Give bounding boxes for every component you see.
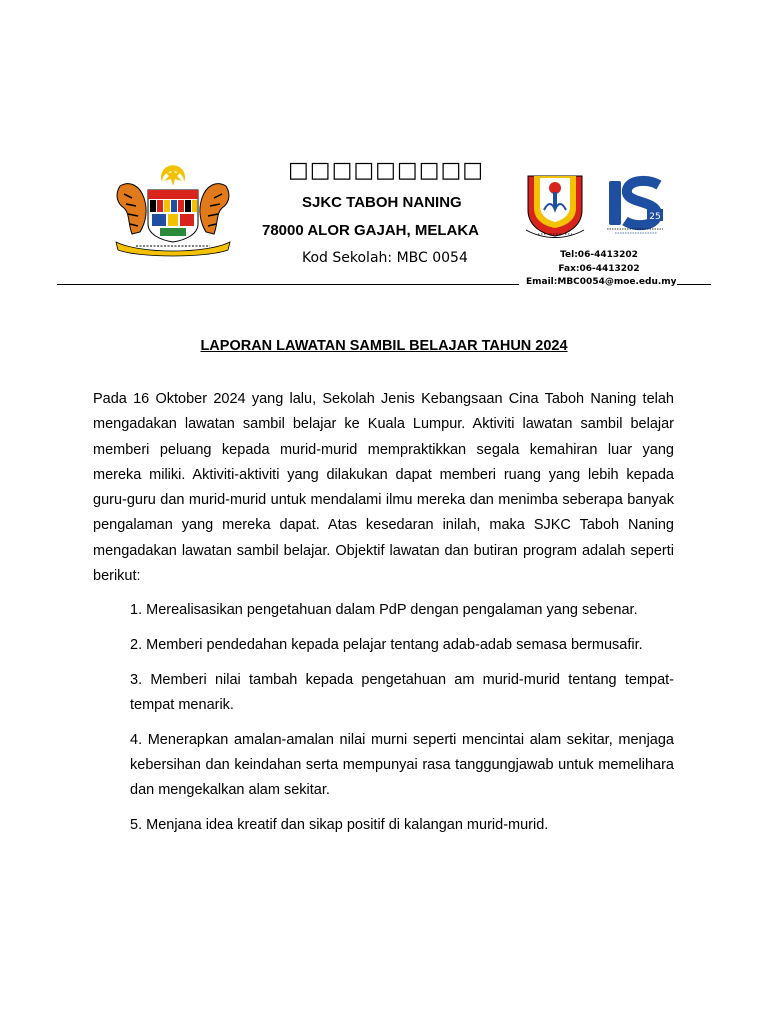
letterhead-divider [57,284,519,285]
letterhead [0,0,768,300]
anniversary-number: 25 [649,212,661,222]
objective-item: 3. Memberi nilai tambah kepada pengetahuan am murid-murid tentang tempat-tempat menarik. [130,671,674,713]
objective-item: 5. Menjana idea kreatif dan sikap positif di kalangan murid-murid. [130,817,549,834]
contact-fax: Fax:06-4413202 [558,263,640,274]
letterhead-divider-right [677,284,711,285]
anniversary-logo [605,175,665,237]
objective-item: 4. Menerapkan amalan-amalan nilai murni seperti mencintai alam sekitar, menjaga kebersihan dan keindahan serta mempunyai rasa tanggungjawab untuk memelihara dan mengekalkan alam sekitar. [130,731,674,799]
objectives-list [130,598,674,848]
objective-item: 1. Merealisasikan pengetahuan dalam PdP dengan pengalaman yang sebenar. [130,602,638,618]
report-title: LAPORAN LAWATAN SAMBIL BELAJAR TAHUN 2024 [200,338,568,354]
school-name-chinese: □□□□□□□□□ [288,158,485,183]
contact-tel: Tel:06-4413202 [560,250,638,260]
coat-of-arms-logo [110,164,236,258]
contact-email: Email:MBC0054@moe.edu.my [526,277,677,287]
school-address: 78000 ALOR GAJAH, MELAKA [262,222,479,239]
intro-paragraph: Pada 16 Oktober 2024 yang lalu, Sekolah Jenis Kebangsaan Cina Taboh Naning telah mengadakan lawatan sambil belajar ke Kuala Lumpur. Aktiviti lawatan sambil belajar memberi peluang kepada murid-murid mempraktikkan segala kemahiran luar yang mereka miliki. Aktiviti-aktiviti yang dilakukan dapat memberi ruang yang lebih kepada guru-guru dan murid-murid untuk mendalami ilmu mereka dan menimba seberapa banyak pengalaman yang mereka dapat. Atas kesedaran inilah, maka SJKC Taboh Naning mengadakan lawatan sambil belajar. Objektif lawatan dan butiran program adalah seperti berikut: [93,391,674,585]
school-name: SJKC TABOH NANING [302,194,462,211]
contact-info [526,249,677,290]
school-code: Kod Sekolah: MBC 0054 [302,250,468,266]
school-crest-logo [524,170,586,240]
objective-item: 2. Memberi pendedahan kepada pelajar tentang adab-adab semasa bermusafir. [130,636,643,653]
